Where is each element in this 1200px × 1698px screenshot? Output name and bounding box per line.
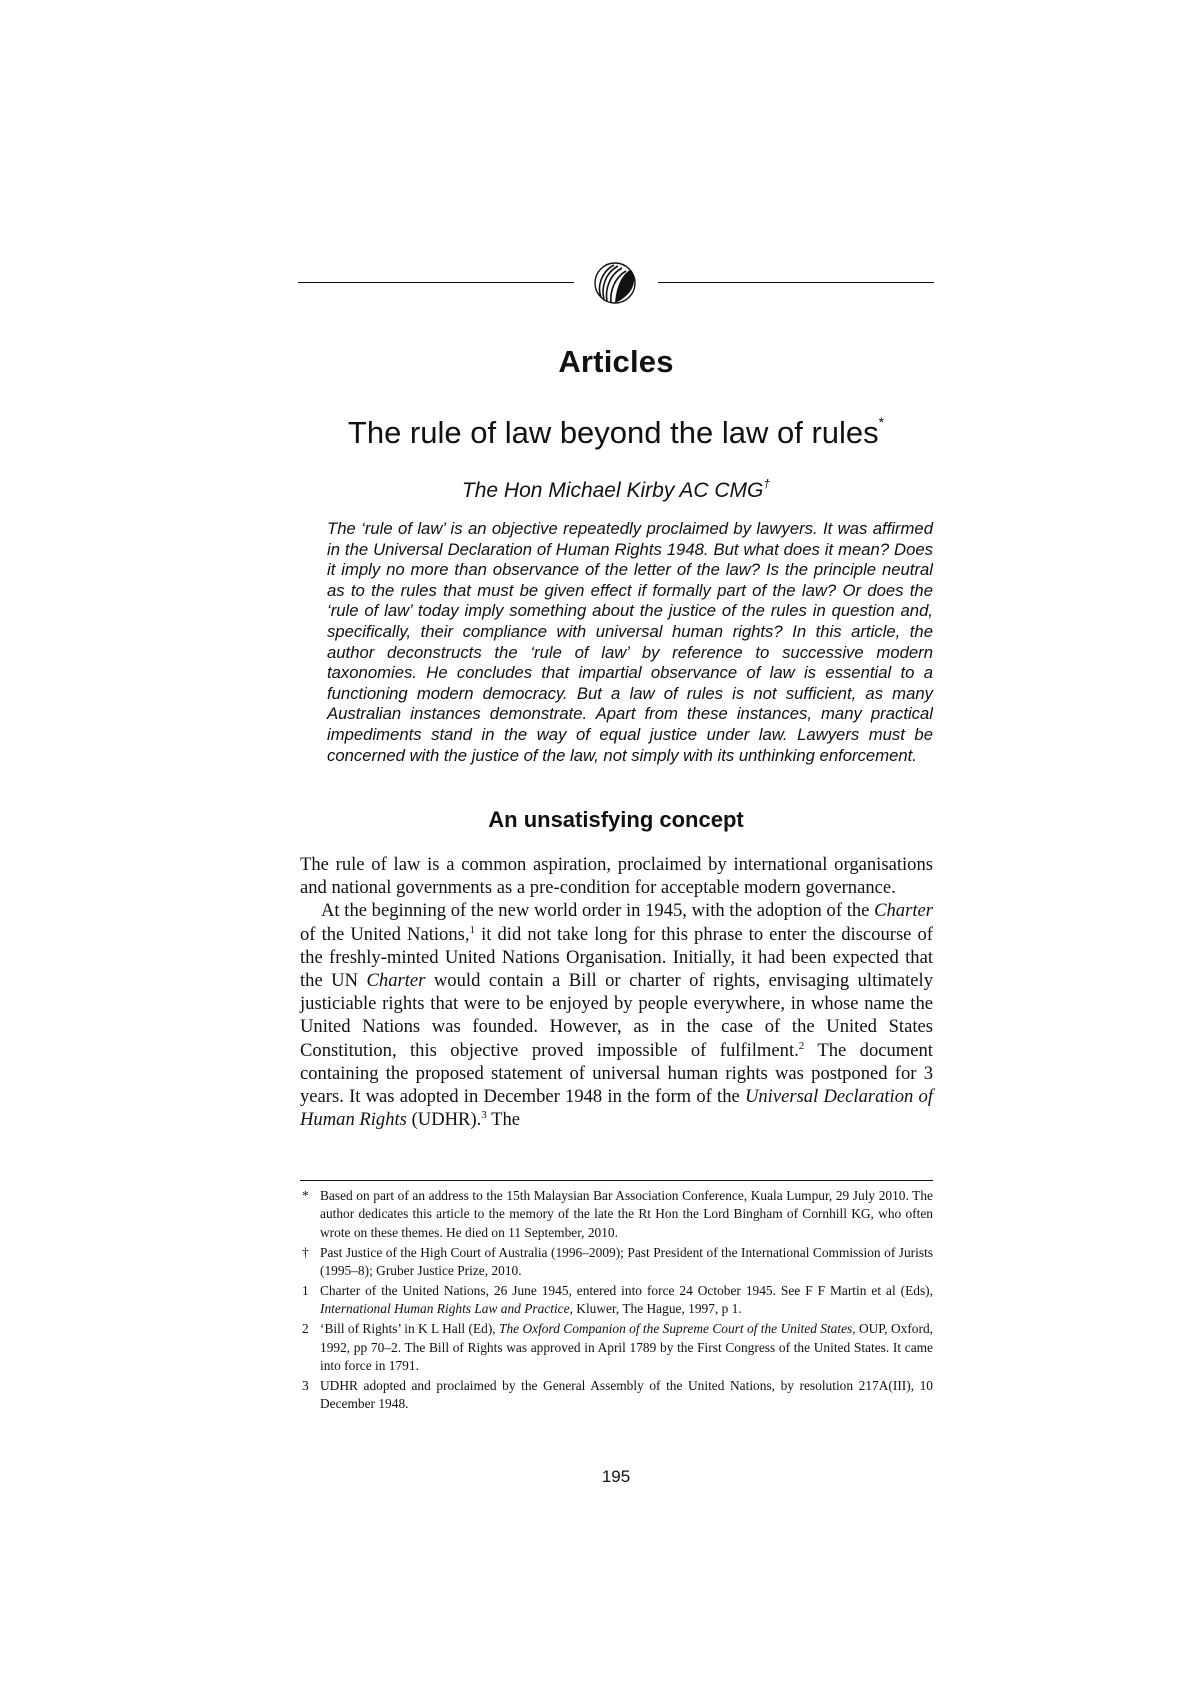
footnote-mark: † (302, 1244, 309, 1260)
body-text-run: (UDHR). (406, 1109, 482, 1131)
article-author (0, 477, 1200, 503)
body-italic-run: Charter (874, 900, 933, 922)
footnote-1 (300, 1282, 933, 1319)
body-paragraph-2 (300, 899, 933, 1131)
ornament-rule-right (658, 282, 934, 283)
footnote-star (300, 1187, 933, 1242)
ornament-rule-left (298, 282, 574, 283)
footnote-italic: The Oxford Companion of the Supreme Court of the United States (499, 1321, 853, 1337)
footnote-mark: 3 (302, 1378, 309, 1394)
section-heading: An unsatisfying concept (488, 807, 744, 832)
author-name: The Hon Michael Kirby AC CMG (461, 479, 764, 502)
body-italic-run: Universal Declaration of Human Rights (300, 1086, 933, 1131)
footnote-mark: * (302, 1188, 309, 1203)
body-text-run: of the United Nations, (300, 923, 470, 945)
footnote-text: , OUP, Oxford, 1992, pp 70–2. The Bill of Rights was approved in April 1789 by the First Congress of the United States. It came into force in 1791. (320, 1321, 933, 1374)
footnote-mark: 1 (302, 1283, 309, 1299)
footnote-text: UDHR adopted and proclaimed by the General Assembly of the United Nations, by resolution 217A(III), 10 December 1948. (320, 1378, 933, 1412)
footnote-text: , Kluwer, The Hague, 1997, p 1. (569, 1301, 742, 1317)
body-italic-run: Charter (366, 970, 426, 992)
footnotes (300, 1187, 933, 1415)
title-footnote-mark: * (878, 414, 885, 430)
article-title (0, 414, 1200, 451)
footnote-ref-1[interactable]: 1 (469, 923, 476, 936)
footnote-2 (300, 1320, 933, 1375)
footnote-mark: 2 (302, 1321, 309, 1337)
footnote-dagger (300, 1244, 933, 1281)
body-text-run: The document containing the proposed statement of universal human rights was postponed for 3 years. It was adopted in December 1948 in the form of the (300, 1039, 933, 1108)
footnote-text: Past Justice of the High Court of Australia (1996–2009); Past President of the International Commission of Jurists (1995–8); Gruber Justice Prize, 2010. (320, 1244, 933, 1279)
title-text: The rule of law beyond the law of rules (347, 415, 879, 450)
footnote-text: ‘Bill of Rights’ in K L Hall (Ed), (320, 1321, 500, 1337)
body-text-run: At the beginning of the new world order in 1945, with the adoption of the (321, 900, 875, 922)
body-paragraph-1: The rule of law is a common aspiration, proclaimed by international organisations and national governments as a pre-condition for acceptable modern governance. (300, 854, 933, 899)
footnote-3 (300, 1377, 933, 1414)
footnote-ref-2[interactable]: 2 (798, 1039, 805, 1052)
globe-logo-icon (592, 262, 638, 304)
footnote-italic: International Human Rights Law and Practice (320, 1301, 570, 1317)
footnote-text: Charter of the United Nations, 26 June 1945, entered into force 24 October 1945. See F F Martin et al (Eds), (320, 1283, 933, 1299)
author-footnote-mark: † (763, 477, 771, 491)
footnote-divider (300, 1180, 933, 1181)
body-text-run: would contain a Bill or charter of rights, envisaging ultimately justiciable rights that were to be enjoyed by people everywhere, in whose name the United Nations was founded. However, as in the case of the United States Constitution, this objective proved impossible of fulfilment. (300, 970, 933, 1061)
article-abstract: The ‘rule of law’ is an objective repeatedly proclaimed by lawyers. It was affirmed in the Universal Declaration of Human Rights 1948. But what does it mean? Does it imply no more than observance of the letter of the law? Is the principle neutral as to the rules that must be given effect if formally part of the law? Or does the ‘rule of law’ today imply something about the justice of the rules in question and, specifically, their compliance with universal human rights? In this article, the author deconstructs the ‘rule of law’ by reference to successive modern taxonomies. He concludes that impartial observance of law is essential to a functioning modern democracy. But a law of rules is not sufficient, as many Australian instances demonstrate. Apart from these instances, many practical impediments stand in the way of equal justice under law. Lawyers must be concerned with the justice of the law, not simply with its unthinking enforcement. (327, 519, 933, 765)
footnote-ref-3[interactable]: 3 (481, 1109, 487, 1122)
body-text-run: The (486, 1109, 521, 1131)
body-text (300, 853, 933, 1131)
header-ornament (298, 262, 934, 304)
page-number: 195 (601, 1467, 631, 1486)
body-text-run: it did not take long for this phrase to enter the discourse of the freshly-minted United Nations Organisation. Initially, it had been expected that the UN (300, 923, 933, 992)
footnote-text: Based on part of an address to the 15th Malaysian Bar Association Conference, Kuala Lumpur, 29 July 2010. The author dedicates this article to the memory of the late the Rt Hon the Lord Bingham of Cornhill KG, who often wrote on these themes. He died on 11 September, 2010. (320, 1188, 933, 1240)
section-label: Articles (558, 344, 674, 379)
